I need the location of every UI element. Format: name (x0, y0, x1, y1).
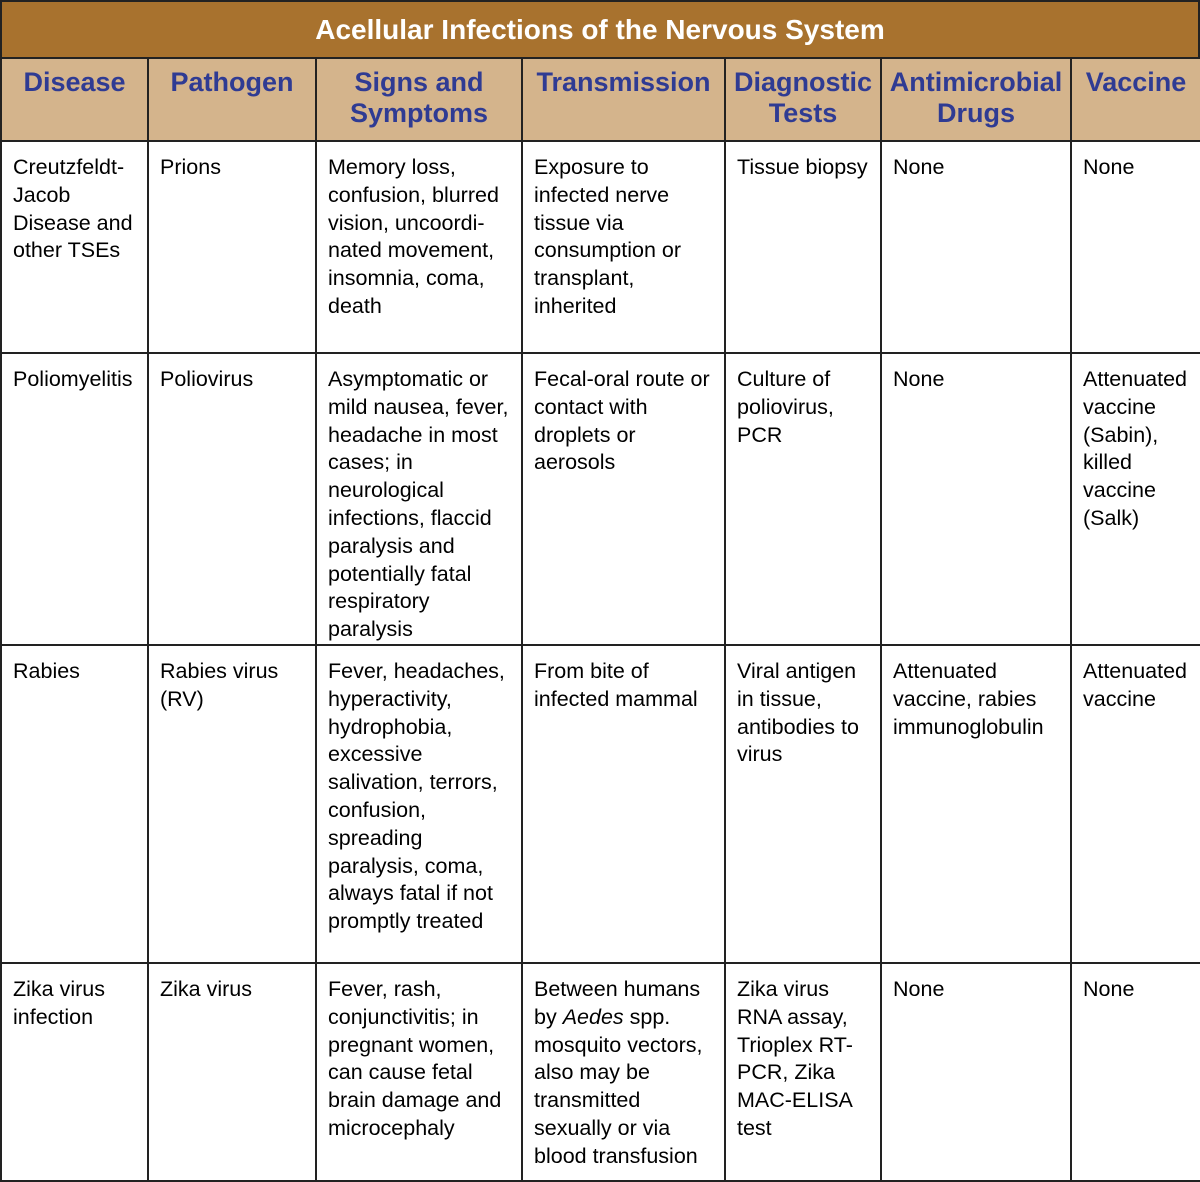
header-disease: Disease (1, 58, 148, 141)
cell-diagnostic: Zika virus RNA assay, Trioplex RT-PCR, Zika MAC-ELISA test (725, 963, 881, 1181)
cell-pathogen: Zika virus (148, 963, 316, 1181)
infections-table (0, 57, 1200, 1182)
cell-vaccine: Attenuated vaccine (1071, 645, 1200, 963)
cell-pathogen: Prions (148, 141, 316, 353)
table-title: Acellular Infections of the Nervous System (0, 0, 1200, 57)
cell-transmission: From bite of infected mammal (522, 645, 725, 963)
cell-pathogen: Rabies virus (RV) (148, 645, 316, 963)
cell-antimicrobial: Attenuated vaccine, rabies immunoglobulin (881, 645, 1071, 963)
cell-diagnostic: Culture of poliovirus, PCR (725, 353, 881, 645)
header-transmission: Transmission (522, 58, 725, 141)
transmission-text-prefix: Between humans by (534, 976, 701, 1029)
cell-signs: Asymptomatic or mild nausea, fever, headache in most cases; in neurological infections, flaccid paralysis and potentially fatal respiratory paralysis (316, 353, 522, 645)
header-vaccine: Vaccine (1071, 58, 1200, 141)
cell-transmission: Fecal-oral route or contact with droplets or aerosols (522, 353, 725, 645)
cell-vaccine: None (1071, 963, 1200, 1181)
table-row (1, 645, 1200, 963)
cell-signs: Memory loss, confusion, blurred vision, uncoordinated movement, insomnia, coma, death (316, 141, 522, 353)
table-row (1, 141, 1200, 353)
cell-vaccine: Attenuated vaccine (Sabin), killed vaccine (Salk) (1071, 353, 1200, 645)
transmission-genus-italic: Aedes (562, 1004, 624, 1029)
cell-antimicrobial: None (881, 963, 1071, 1181)
cell-disease: Zika virus infection (1, 963, 148, 1181)
header-pathogen: Pathogen (148, 58, 316, 141)
transmission-text-suffix: spp. mosquito vectors, also may be transmitted sexually or via blood transfusion (534, 1004, 703, 1168)
cell-diagnostic: Viral antigen in tissue, antibodies to virus (725, 645, 881, 963)
cell-diagnostic: Tissue biopsy (725, 141, 881, 353)
cell-antimicrobial: None (881, 353, 1071, 645)
cell-transmission (522, 963, 725, 1181)
cell-disease: Poliomyelitis (1, 353, 148, 645)
cell-antimicrobial: None (881, 141, 1071, 353)
cell-vaccine: None (1071, 141, 1200, 353)
cell-signs: Fever, headaches, hyperactivity, hydrophobia, excessive salivation, terrors, confusion, spreading paralysis, coma, always fatal if not promptly treated (316, 645, 522, 963)
cell-transmission: Exposure to infected nerve tissue via consumption or transplant, inherited (522, 141, 725, 353)
header-diagnostic: Diagnostic Tests (725, 58, 881, 141)
table-row (1, 963, 1200, 1181)
header-row (1, 58, 1200, 141)
cell-disease: Creutzfeldt-Jacob Disease and other TSEs (1, 141, 148, 353)
table-row (1, 353, 1200, 645)
header-signs: Signs and Symptoms (316, 58, 522, 141)
cell-signs: Fever, rash, conjunctivitis; in pregnant women, can cause fetal brain damage and microcephaly (316, 963, 522, 1181)
cell-pathogen: Poliovirus (148, 353, 316, 645)
header-antimicrobial: Antimicrobial Drugs (881, 58, 1071, 141)
cell-disease: Rabies (1, 645, 148, 963)
